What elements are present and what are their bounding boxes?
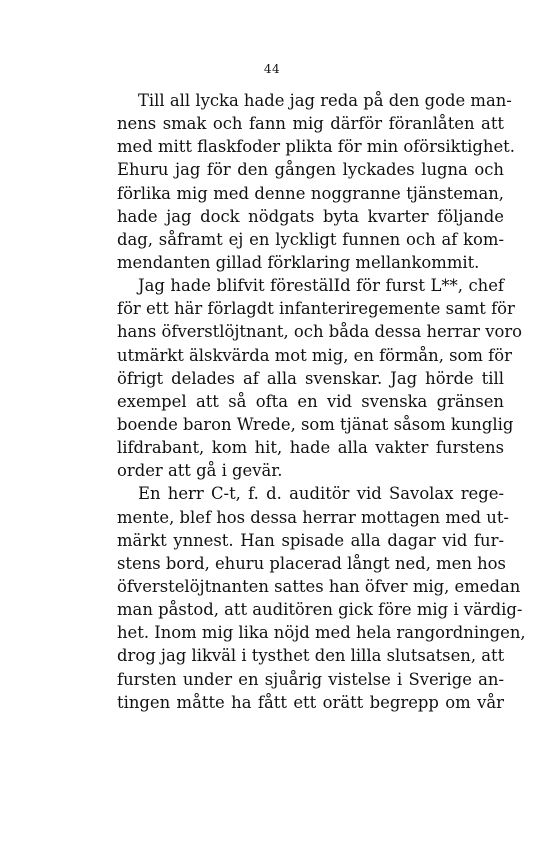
text-line: stens bord, ehuru placerad långt ned, men hos	[117, 553, 506, 573]
body-text	[117, 89, 526, 714]
text-line: hans öfverstlöjtnant, och båda dessa herrar voro	[117, 322, 523, 342]
text-line: utmärkt älskvärda mot mig, en förmån, som för	[117, 345, 512, 365]
text-line: order att gå i gevär.	[117, 461, 283, 481]
text-line: förlika mig med denne noggranne tjänsteman,	[117, 183, 504, 203]
text-line: hade jag dock nödgats byta kvarter följande	[117, 206, 504, 226]
text-line: mendanten gillad förklaring mellankommit.	[117, 252, 480, 272]
text-line: fursten under en sjuårig vistelse i Sverige an-	[117, 669, 504, 689]
page-number: 44	[263, 62, 281, 76]
text-line: exempel att så ofta en vid svenska gränsen	[117, 391, 504, 411]
text-line: Till all lycka hade jag reda på den gode man-	[138, 91, 512, 110]
text-line: dag, såframt ej en lyckligt funnen och af kom-	[117, 229, 504, 249]
text-line: man påstod, att auditören gick före mig i värdig-	[117, 600, 523, 620]
text-line: med mitt flaskfoder plikta för min oförsiktighet.	[117, 137, 515, 157]
text-line: öfrigt delades af alla svenskar. Jag hörde till	[117, 368, 504, 388]
text-line: öfverstelöjtnanten sattes han öfver mig, emedan	[117, 576, 521, 596]
text-line: Jag hade blifvit förestälId för furst L**, chef	[138, 276, 504, 296]
text-line: drog jag likväl i tysthet den lilla slutsatsen, att	[117, 646, 505, 666]
text-line: En herr C-t, f. d. auditör vid Savolax rege-	[138, 484, 504, 504]
text-line: för ett här förlagdt infanteriregemente samt för	[117, 299, 515, 319]
text-line: het. Inom mig lika nöjd med hela rangordningen,	[117, 623, 526, 643]
text-line: Ehuru jag för den gången lyckades lugna och	[117, 160, 504, 180]
text-line: boende baron Wrede, som tjänat såsom kunglig	[117, 414, 514, 434]
text-line: lifdrabant, kom hit, hade alla vakter furstens	[117, 438, 504, 458]
text-line: märkt ynnest. Han spisade alla dagar vid fur-	[117, 530, 504, 550]
text-line: tingen måtte ha fått ett orätt begrepp om vår	[117, 692, 504, 712]
text-line: nens smak och fann mig därför föranlåten att	[117, 114, 504, 134]
text-line: mente, blef hos dessa herrar mottagen med ut-	[117, 507, 509, 527]
